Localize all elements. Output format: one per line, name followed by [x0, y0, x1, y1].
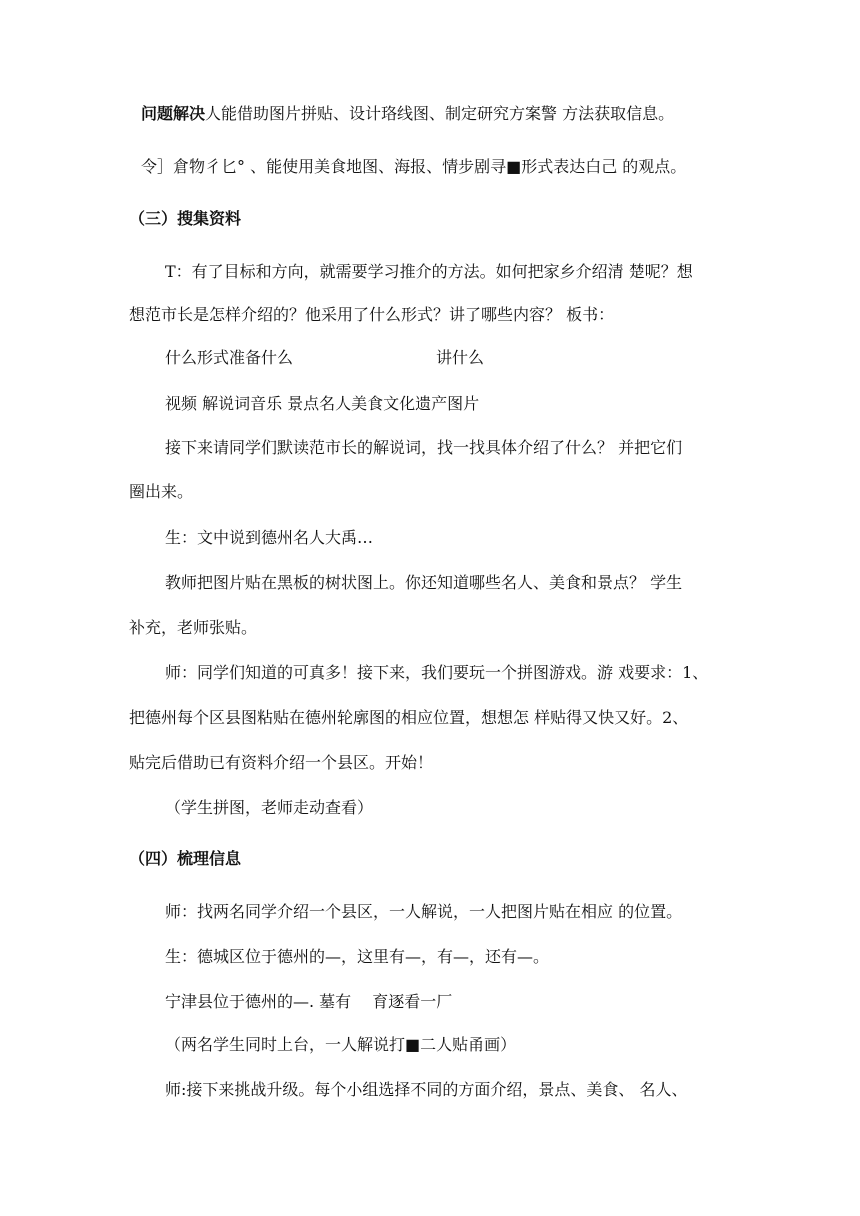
line-text: 补充，老师张贴。: [129, 618, 258, 637]
line-text: 师：同学们知道的可真多！接下来，我们要玩一个拼图游戏。游 戏要求：1、: [165, 663, 709, 682]
line-problem-solving: [141, 103, 674, 125]
line-text: 接下来请同学们默读范市长的解说词，找一找具体介绍了什么？ 并把它们: [165, 438, 683, 457]
line-text: 生：文中说到德州名人大禹…: [165, 528, 374, 547]
line-text: 师:接下来挑战升级。每个小组选择不同的方面介绍，景点、美食、 名人、: [165, 1080, 688, 1099]
line-text: 宁津县位于德州的—. 墓有 育逐看一厂: [165, 992, 453, 1011]
line-text: 视频 解说词音乐 景点名人美食文化遗产图片: [165, 394, 480, 413]
section-heading-4: （四）梳理信息: [129, 849, 242, 868]
line-text: 把德州每个区县图粘贴在德州轮廓图的相应位置，想想怎 样贴得又快又好。2、: [129, 708, 689, 727]
line-text: 生：德城区位于德州的—，这里有—，有—，还有—。: [165, 947, 550, 966]
line-text: 师：找两名同学介绍一个县区，一人解说，一人把图片贴在相应 的位置。: [165, 902, 683, 921]
board-col-form: 什么形式准备什么: [165, 348, 294, 367]
line-text: （学生拼图，老师走动查看）: [165, 798, 374, 817]
line-text: 想范市长是怎样介绍的？他采用了什么形式？讲了哪些内容？ 板书：: [129, 305, 615, 324]
line-text: 教师把图片贴在黑板的树状图上。你还知道哪些名人、美食和景点？ 学生: [165, 573, 683, 592]
line-text: （两名学生同时上台，一人解说打■二人贴甬画）: [165, 1035, 517, 1054]
section-heading-3: （三）搜集资料: [129, 209, 242, 228]
line-text: 令］倉物彳匕° 、能使用美食地图、海报、情步剧寻■形式表达白己 的观点。: [141, 157, 687, 176]
line-text: T：有了目标和方向，就需要学习推介的方法。如何把家乡介绍清 楚呢？想: [165, 262, 693, 281]
line-text: 人能借助图片拼贴、设计珞线图、制定研究方案警 方法获取信息。: [205, 104, 675, 123]
line-text: 圈出来。: [129, 482, 194, 501]
board-col-content: 讲什么: [436, 348, 485, 367]
line-text: 贴完后借助已有资料介绍一个县区。开始！: [129, 753, 434, 772]
bold-term: 问题解决: [141, 104, 206, 123]
